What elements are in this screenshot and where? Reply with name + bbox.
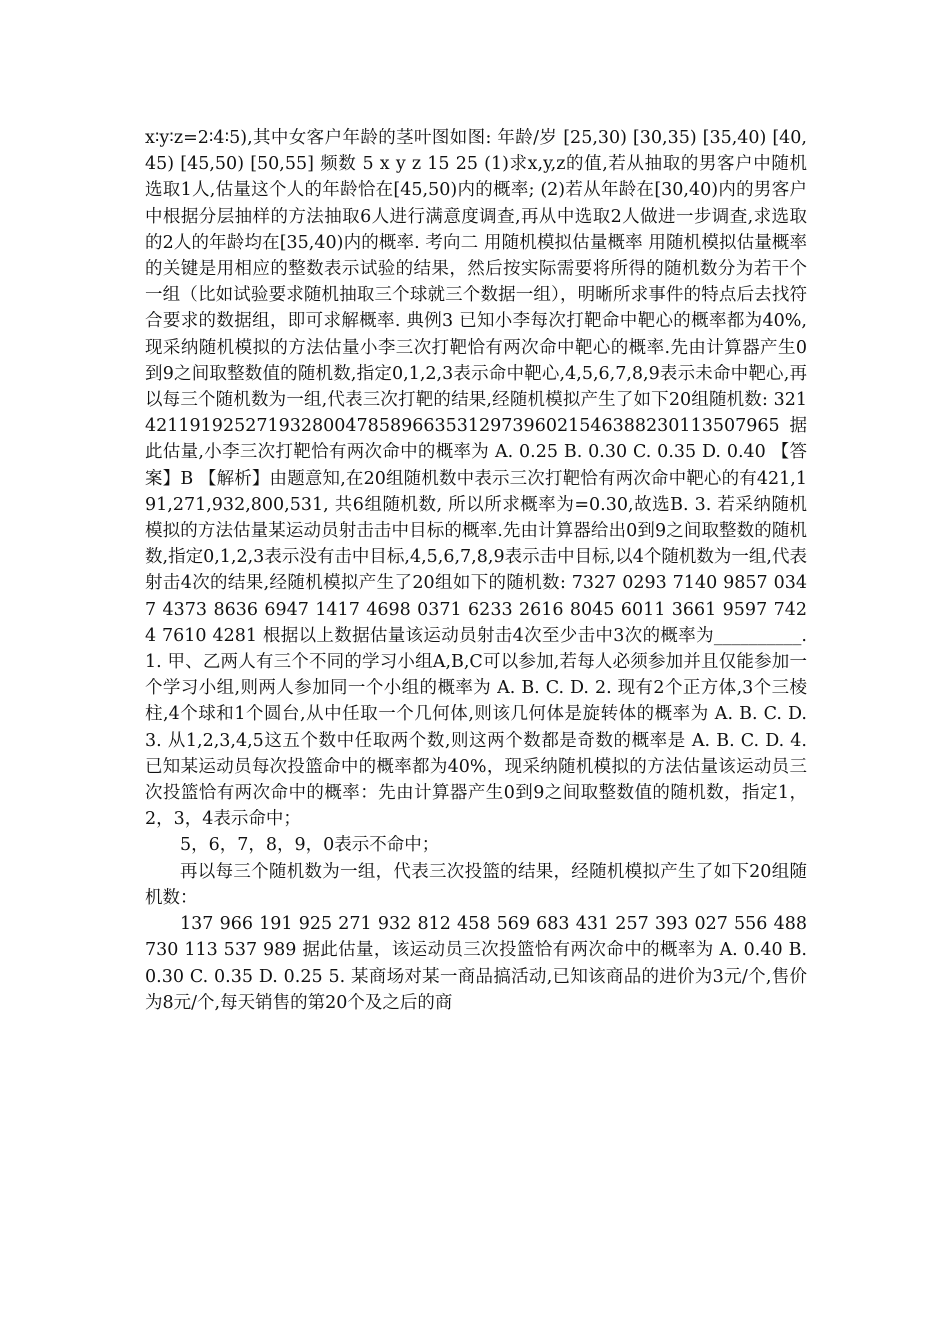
document-page <box>145 125 807 1016</box>
paragraph-random-numbers: 137 966 191 925 271 932 812 458 569 683 431 257 393 027 556 488 730 113 537 989 据此估量，该运动员三次投篮恰有两次命中的概率为 A. 0.40 B. 0.30 C. 0.35 D. 0.25 5. 某商场对某一商品搞活动,已知该商品的进价为3元/个,售价为8元/个,每天销售的第20个及之后的商 <box>145 914 807 1013</box>
paragraph-main: x∶y∶z=2∶4∶5),其中女客户年龄的茎叶图如图: 年龄/岁 [25,30) [30,35) [35,40) [40,45) [45,50) [50,55] 频数 5 x y z 15 25 (1)求x,y,z的值,若从抽取的男客户中随机选取1人,估量这个人的年龄恰在[45,50)内的概率; (2)若从年龄在[30,40)内的男客户中根据分层抽样的方法抽取6人进行满意度调查,再从中选取2人做进一步调查,求选取的2人的年龄均在[35,40)内的概率. 考向二 用随机模拟估量概率 用随机模拟估量概率的关键是用相应的整数表示试验的结果，然后按实际需要将所得的随机数分为若干个一组（比如试验要求随机抽取三个球就三个数据一组），明晰所求事件的特点后去找符合要求的数据组，即可求解概率. 典例3 已知小李每次打靶命中靶心的概率都为40%,现采纳随机模拟的方法估量小李三次打靶恰有两次命中靶心的概率.先由计算器产生0到9之间取整数值的随机数,指定0,1,2,3表示命中靶心,4,5,6,7,8,9表示未命中靶心,再以每三个随机数为一组,代表三次打靶的结果,经随机模拟产生了如下20组随机数: 321421191925271932800478589663531297396021546388230113507965 据此估量,小李三次打靶恰有两次命中的概率为 A. 0.25 B. 0.30 C. 0.35 D. 0.40 【答案】B 【解析】由题意知,在20组随机数中表示三次打靶恰有两次命中靶心的有421,191,271,932,800,531, 共6组随机数, 所以所求概率为=0.30,故选B. 3. 若采纳随机模拟的方法估量某运动员射击击中目标的概率.先由计算器给出0到9之间取整数的随机数,指定0,1,2,3表示没有击中目标,4,5,6,7,8,9表示击中目标,以4个随机数为一组,代表射击4次的结果,经随机模拟产生了20组如下的随机数: 7327 0293 7140 9857 0347 4373 8636 6947 1417 4698 0371 6233 2616 8045 6011 3661 9597 7424 7610 4281 根据以上数据估量该运动员射击4次至少击中3次的概率为__________. 1. 甲、乙两人有三个不同的学习小组A,B,C可以参加,若每人必须参加并且仅能参加一个学习小组,则两人参加同一个小组的概率为 A. B. C. D. 2. 现有2个正方体,3个三棱柱,4个球和1个圆台,从中任取一个几何体,则该几何体是旋转体的概率为 A. B. C. D. 3. 从1,2,3,4,5这五个数中任取两个数,则这两个数都是奇数的概率是 A. B. C. D. 4. 已知某运动员每次投篮命中的概率都为40%，现采纳随机模拟的方法估量该运动员三次投篮恰有两次命中的概率：先由计算器产生0到9之间取整数值的随机数，指定1，2，3，4表示命中； <box>145 128 807 830</box>
paragraph-non-hit-digits: 5，6，7，8，9，0表示不命中； <box>180 835 440 856</box>
paragraph-grouping: 再以每三个随机数为一组，代表三次投篮的结果，经随机模拟产生了如下20组随机数： <box>145 861 807 908</box>
